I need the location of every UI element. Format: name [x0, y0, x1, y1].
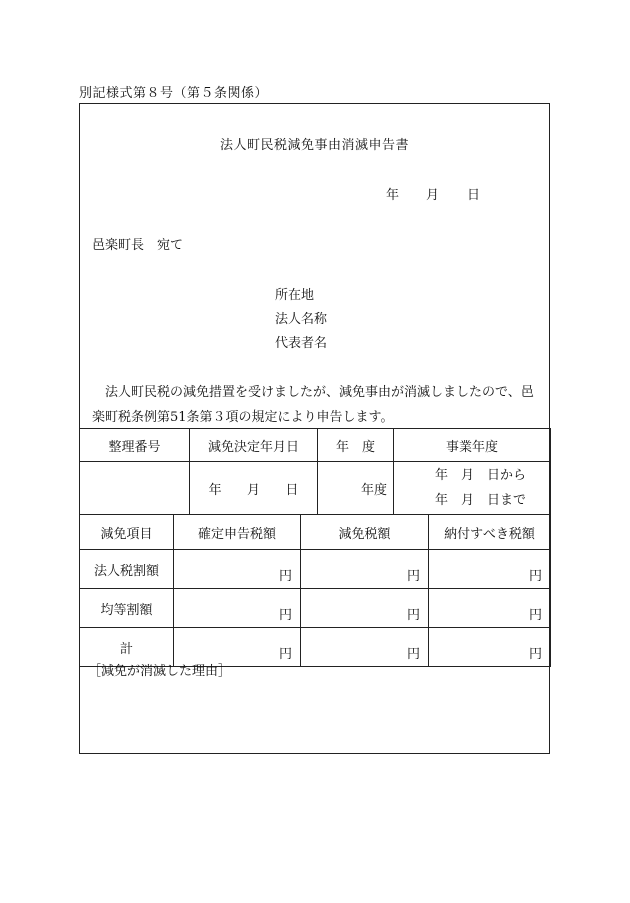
address-label: 所在地: [275, 288, 315, 303]
amount-cell[interactable]: 円: [429, 550, 551, 589]
row-label: 計: [80, 628, 174, 667]
row-label: 均等割額: [80, 589, 174, 628]
ref-number-cell[interactable]: [80, 462, 190, 515]
form-caption: 別記様式第８号（第５条関係）: [79, 86, 269, 101]
amount-table: [79, 514, 551, 667]
table-row: [80, 589, 551, 628]
header-payable-tax: 納付すべき税額: [429, 515, 551, 550]
date-day: 日: [467, 188, 481, 203]
header-decision-date: 減免決定年月日: [190, 429, 318, 462]
fiscal-year-cell[interactable]: [318, 462, 394, 515]
header-exempt-tax: 減免税額: [301, 515, 429, 550]
corp-name-label: 法人名称: [275, 312, 328, 327]
business-year-cell[interactable]: [394, 462, 551, 515]
representative-label: 代表者名: [275, 336, 328, 351]
declaration-text: 法人町民税の減免措置を受けましたが、減免事由が消滅しましたので、邑楽町税条例第51条第３項の規定により申告します。: [92, 385, 534, 425]
amount-cell[interactable]: 円: [301, 589, 429, 628]
form-title: 法人町民税減免事由消滅申告書: [219, 138, 409, 153]
header-business-year: 事業年度: [394, 429, 551, 462]
row-label: 法人税割額: [80, 550, 174, 589]
amount-cell[interactable]: 円: [174, 589, 301, 628]
reason-field[interactable]: [80, 679, 549, 749]
decision-date-cell[interactable]: [190, 462, 318, 515]
addressee: 邑楽町長 宛て: [92, 238, 184, 253]
amount-cell[interactable]: 円: [429, 589, 551, 628]
header-fiscal-year: 年 度: [318, 429, 394, 462]
decision-year: 年: [208, 482, 222, 498]
decision-day: 日: [285, 482, 299, 498]
decision-table: [79, 428, 551, 515]
period-from: 年 月 日から: [434, 468, 526, 483]
date-month: 月: [426, 188, 440, 203]
table-row: [80, 550, 551, 589]
tax-form: [79, 103, 550, 754]
period-to: 年 月 日まで: [434, 493, 526, 508]
amount-cell[interactable]: 円: [174, 628, 301, 667]
date-year: 年: [386, 188, 400, 203]
reason-label: ［減免が消滅した理由］: [88, 664, 232, 679]
header-ref-number: 整理番号: [80, 429, 190, 462]
amount-cell[interactable]: 円: [301, 550, 429, 589]
amount-cell[interactable]: 円: [174, 550, 301, 589]
amount-cell[interactable]: 円: [429, 628, 551, 667]
header-item: 減免項目: [80, 515, 174, 550]
fiscal-year-unit: 年度: [360, 482, 387, 498]
header-declared-tax: 確定申告税額: [174, 515, 301, 550]
decision-month: 月: [246, 482, 260, 498]
amount-cell[interactable]: 円: [301, 628, 429, 667]
